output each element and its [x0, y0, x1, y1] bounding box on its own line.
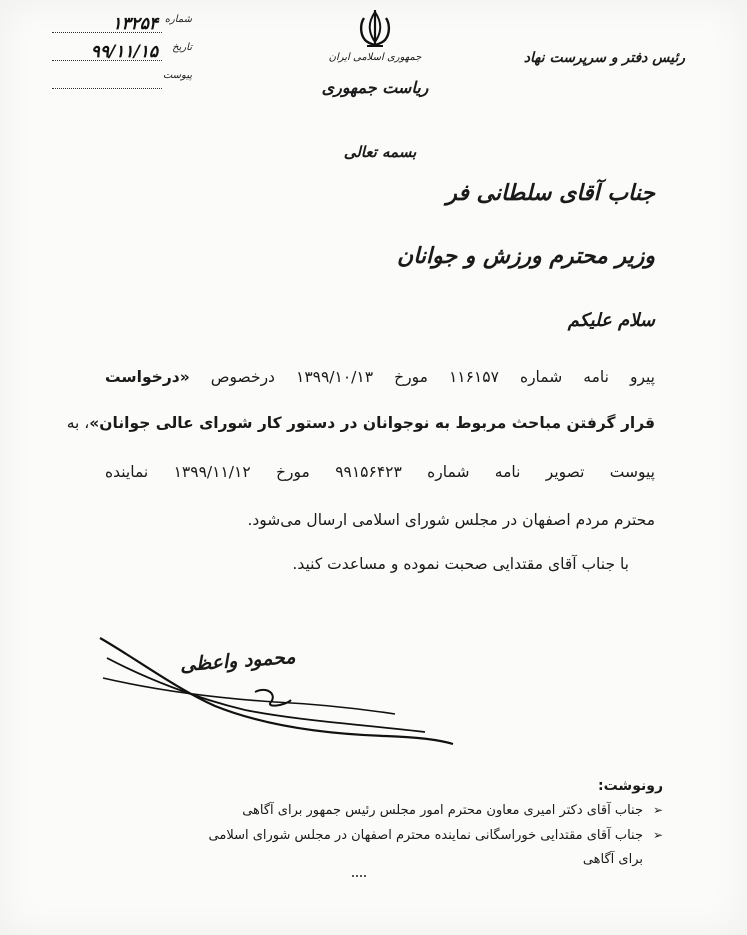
- org-line-1: جمهوری اسلامی ایران: [328, 52, 422, 63]
- number-label: شماره: [164, 14, 192, 25]
- cc-bullet-2-icon: ➢: [652, 828, 663, 842]
- body-line-2-text: ، به: [66, 414, 90, 432]
- cc-item-2-continuation: برای آگاهی: [582, 852, 643, 867]
- letter-date-row: [52, 42, 192, 62]
- body-line-5: با جناب آقای مقتدایی صحبت نموده و مساعدت کنید.: [292, 555, 629, 573]
- iran-emblem-icon: [355, 8, 395, 50]
- body-line-2: [66, 413, 655, 433]
- cc-title: رونوشت:: [598, 778, 663, 794]
- letter-number-row: [52, 14, 192, 34]
- org-line-2: ریاست جمهوری: [321, 78, 429, 97]
- body-line-3: پیوست تصویر نامه شماره ۹۹۱۵۶۴۲۳ مورخ ۱۳۹۹/۱۱/۱۲ نماینده: [105, 463, 655, 481]
- body-line-1-text: پیرو نامه شماره ۱۱۶۱۵۷ مورخ ۱۳۹۹/۱۰/۱۳ درخصوص: [189, 368, 655, 386]
- cc-item-2: جناب آقای مقتدایی خوراسگانی نماینده محترم اصفهان در مجلس شورای اسلامی: [208, 828, 643, 843]
- addressee-name: جناب آقای سلطانی فر: [446, 180, 655, 206]
- addressee-title: وزیر محترم ورزش و جوانان: [397, 243, 655, 269]
- letter-attachment-row: [52, 70, 192, 90]
- handwritten-signature-icon: [95, 628, 455, 748]
- body-line-1-bold: «درخواست: [105, 368, 190, 386]
- date-value: ۹۹/۱۱/۱۵: [90, 42, 158, 62]
- cc-item-1: جناب آقای دکتر امیری معاون محترم امور مجلس رئیس جمهور برای آگاهی: [242, 803, 643, 818]
- body-line-4: محترم مردم اصفهان در مجلس شورای اسلامی ارسال می‌شود.: [247, 511, 655, 529]
- attachment-label: پیوست: [162, 70, 192, 81]
- greeting: سلام علیکم: [567, 310, 655, 331]
- body-line-1: [105, 367, 655, 387]
- office-title: رئیس دفتر و سرپرست نهاد: [523, 50, 685, 66]
- number-value: ۱۳۲۵۴: [112, 14, 158, 34]
- body-line-2-bold: قرار گرفتن مباحث مربوط به نوجوانان در دستور کار شورای عالی جوانان»: [89, 414, 655, 432]
- date-label: تاریخ: [172, 42, 192, 53]
- signatory-name: محمود واعظی: [179, 645, 297, 677]
- bismillah: بسمه تعالی: [343, 143, 417, 161]
- cc-bullet-1-icon: ➢: [652, 803, 663, 817]
